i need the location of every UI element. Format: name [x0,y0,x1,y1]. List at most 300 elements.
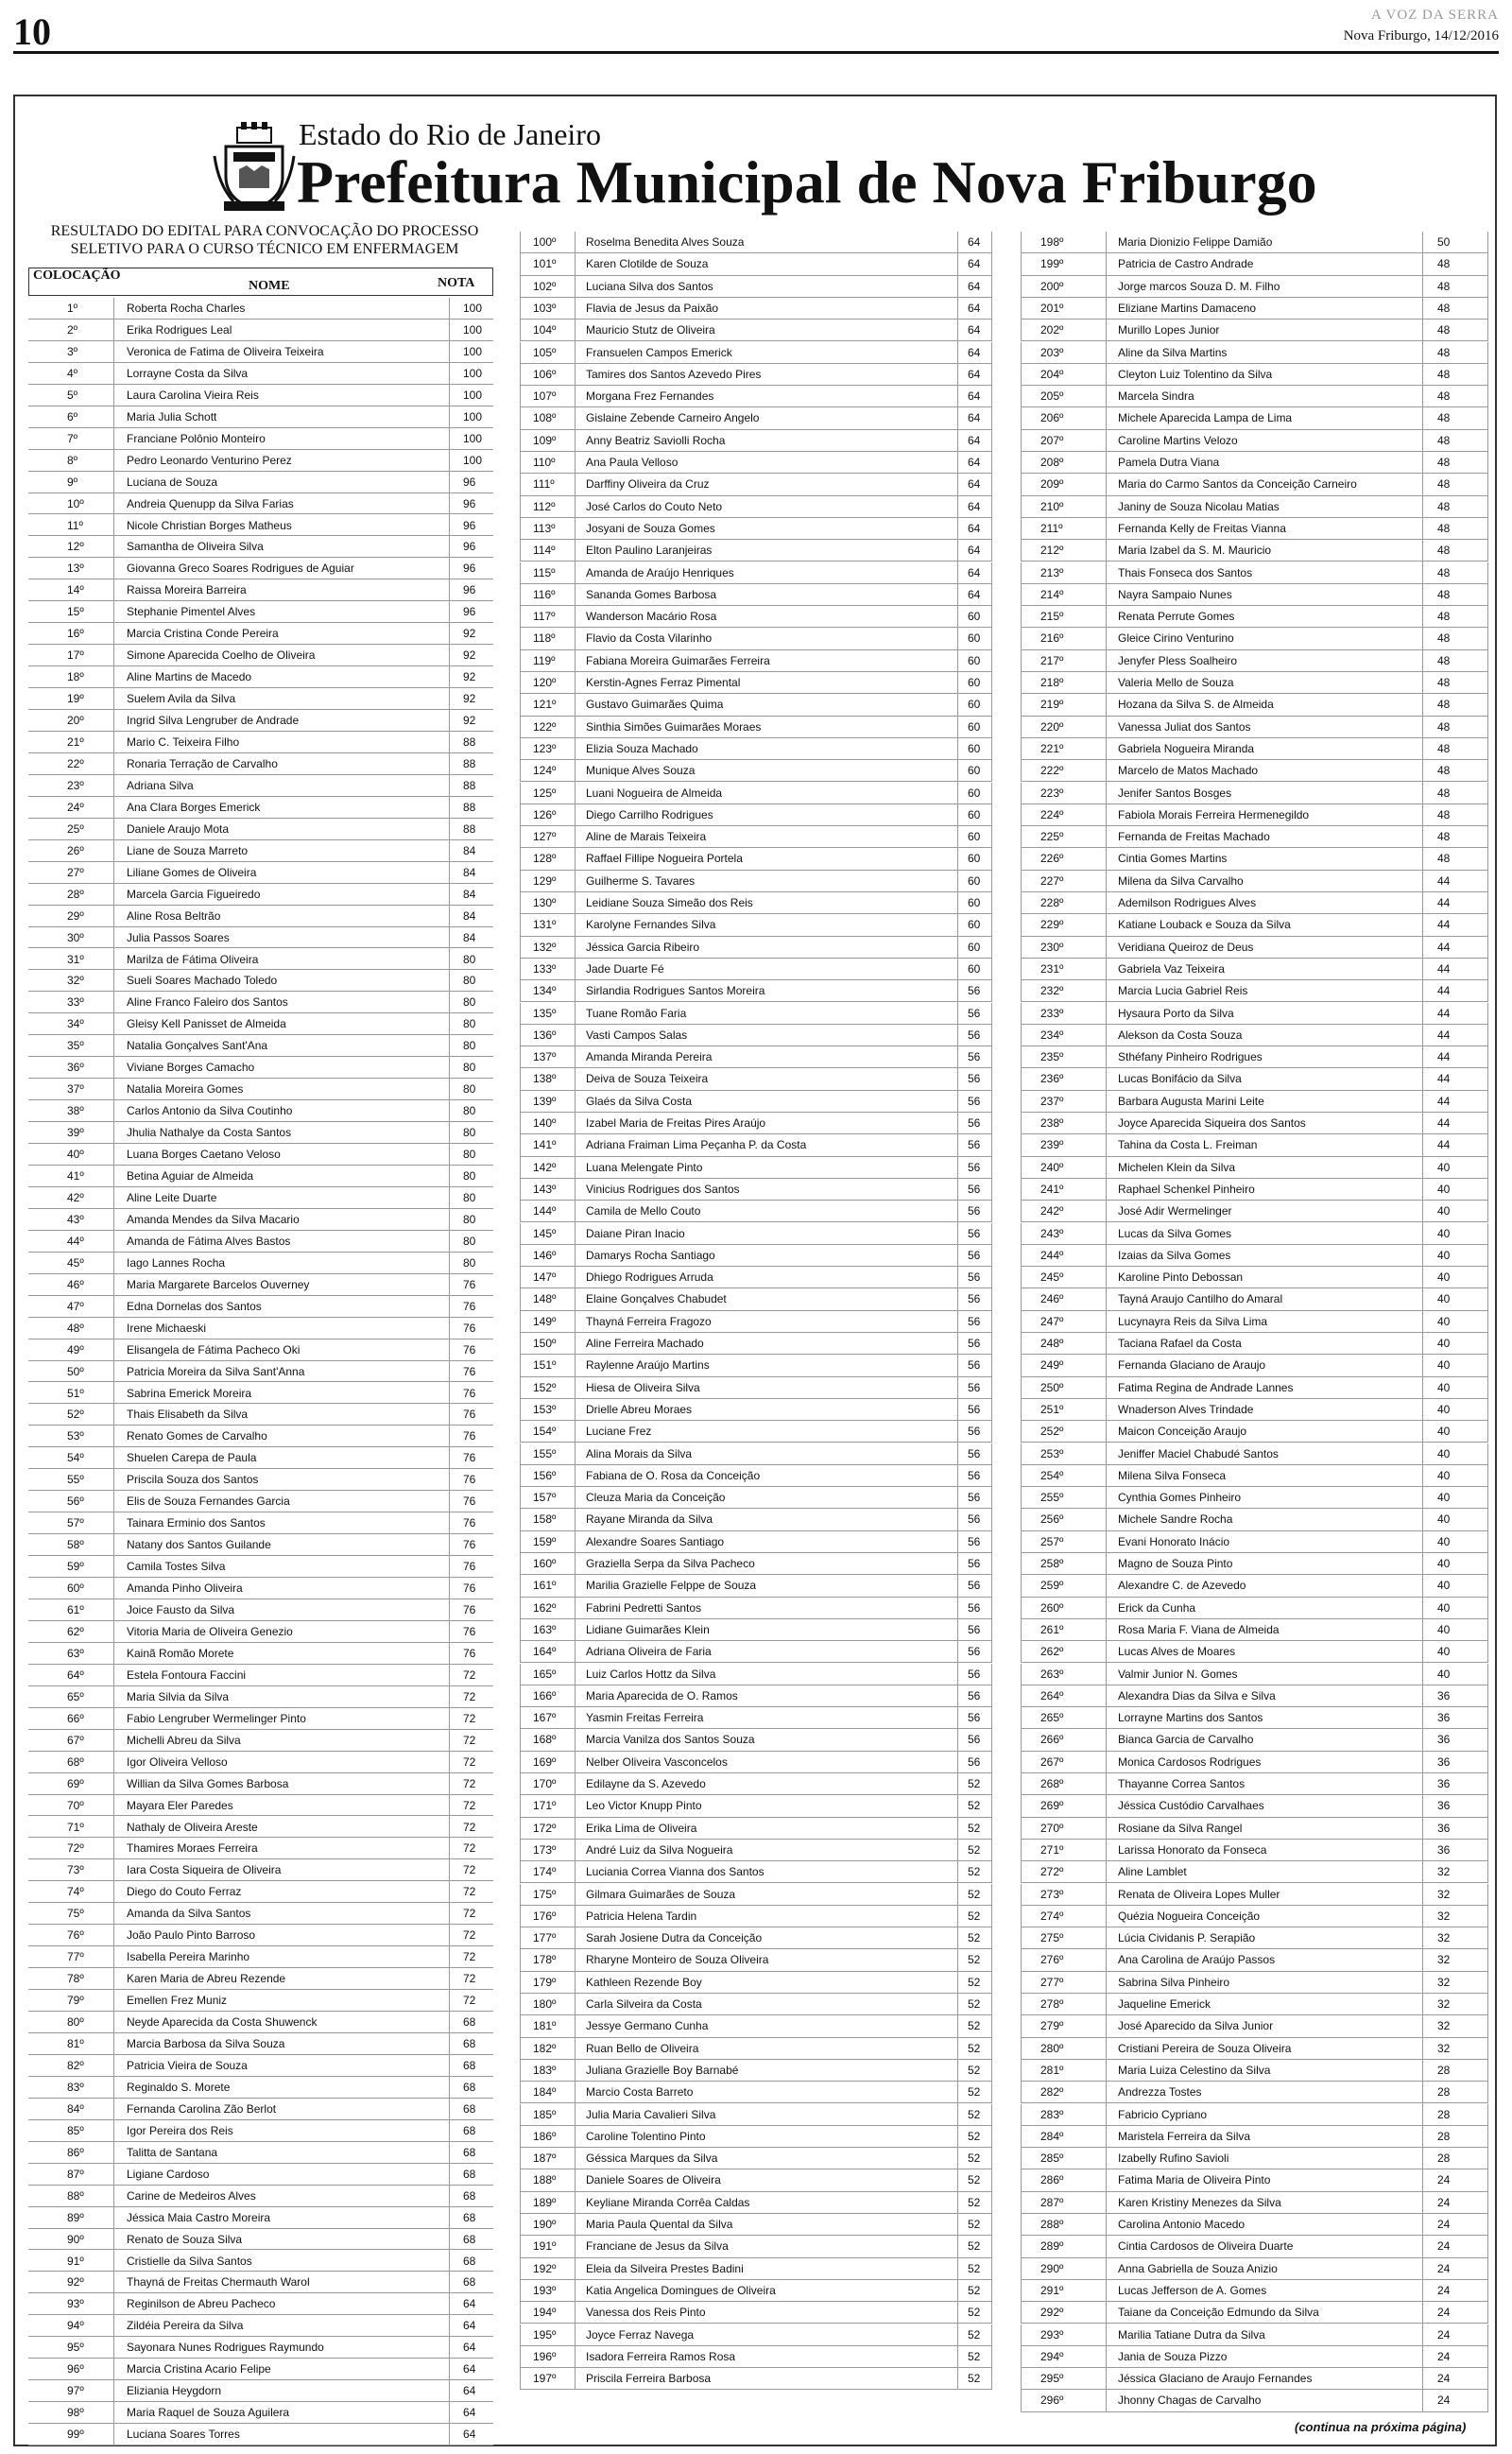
table-row [520,1223,992,1245]
table-row [520,1707,992,1729]
table-row [520,1795,992,1817]
score-cell: 76 [463,1560,476,1574]
rank-cell: 160º [533,1557,557,1570]
name-cell: Marcia Vanilza dos Santos Souza [586,1733,755,1747]
rank-cell: 266º [1040,1733,1064,1747]
table-row [28,2272,493,2293]
rank-cell: 116º [533,587,556,601]
rank-cell: 59º [67,1560,84,1574]
score-cell: 100 [463,302,483,315]
table-row [520,628,992,649]
name-cell: Jorge marcos Souza D. M. Filho [1118,279,1280,293]
table-row [28,1512,493,1534]
score-cell: 52 [968,1865,981,1879]
table-row [520,848,992,870]
table-row [520,2368,992,2390]
rank-cell: 255º [1040,1491,1064,1505]
name-cell: Estela Fontoura Faccini [127,1668,247,1682]
rank-cell: 82º [67,2058,84,2072]
score-cell: 48 [1437,565,1451,579]
rank-cell: 105º [533,345,557,359]
table-row [1021,1906,1488,1927]
name-cell: Thayanne Correa Santos [1118,1777,1246,1790]
score-cell: 68 [463,2058,476,2072]
rank-cell: 38º [67,1104,84,1118]
table-row [1021,937,1488,959]
name-cell: Veronica de Fatima de Oliveira Teixeira [127,344,324,358]
table-row [520,1288,992,1310]
table-row [28,1231,493,1253]
name-cell: Leo Victor Knupp Pinto [586,1799,702,1813]
name-cell: Edna Dornelas dos Santos [127,1299,262,1313]
rank-cell: 281º [1040,2063,1064,2077]
table-row [1021,1113,1488,1134]
score-cell: 100 [463,322,483,337]
table-row [520,2192,992,2214]
rank-cell: 4º [67,366,78,380]
rank-cell: 164º [533,1645,557,1659]
name-cell: Jéssica Custódio Carvalhaes [1118,1799,1264,1813]
table-row [1021,1664,1488,1685]
table-row [520,1840,992,1861]
table-row [28,1361,493,1383]
rank-cell: 62º [67,1624,84,1638]
rank-cell: 66º [67,1711,84,1725]
name-cell: Aline Franco Faleiro dos Santos [127,995,288,1010]
score-cell: 56 [968,1248,981,1262]
name-cell: Fabrini Pedretti Santos [586,1600,702,1615]
name-cell: Jhonny Chagas de Carvalho [1118,2394,1262,2408]
name-cell: Flavia de Jesus da Paixão [586,301,719,315]
score-cell: 60 [968,610,981,624]
score-cell: 40 [1437,1182,1451,1196]
table-row [1021,1927,1488,1949]
rank-cell: 155º [533,1446,557,1460]
score-cell: 64 [463,2319,476,2333]
rank-cell: 88º [67,2188,84,2203]
rank-cell: 237º [1040,1094,1064,1108]
rank-cell: 206º [1040,411,1064,425]
table-row [1021,1003,1488,1025]
score-cell: 80 [463,1148,476,1162]
rank-cell: 205º [1040,389,1064,404]
rank-cell: 83º [67,2080,84,2094]
name-cell: Carine de Medeiros Alves [127,2188,256,2203]
rank-cell: 192º [533,2261,557,2275]
rank-cell: 257º [1040,1534,1064,1548]
rank-cell: 249º [1040,1358,1064,1373]
score-cell: 96 [463,583,476,597]
name-cell: Julia Maria Cavalieri Silva [586,2107,716,2121]
name-cell: Diego do Couto Ferraz [127,1885,242,1899]
column-divider [1422,232,1423,2412]
score-cell: 32 [1437,2019,1451,2033]
rank-cell: 117º [533,610,556,624]
table-row [520,1355,992,1376]
score-cell: 52 [968,2283,981,2297]
table-row [28,1187,493,1209]
table-row [520,386,992,407]
table-row [520,717,992,738]
name-cell: Giovanna Greco Soares Rodrigues de Aguiar [127,562,354,576]
rank-cell: 6º [67,409,78,423]
score-cell: 36 [1437,1799,1451,1813]
score-cell: 56 [968,1711,981,1725]
score-cell: 84 [463,843,476,857]
table-row [28,732,493,753]
table-row [28,558,493,579]
rank-cell: 139º [533,1094,557,1108]
score-cell: 52 [968,1821,981,1835]
table-row [28,906,493,927]
table-row [1021,783,1488,804]
score-cell: 36 [1437,1733,1451,1747]
score-cell: 32 [1437,1865,1451,1879]
name-cell: Vasti Campos Salas [586,1028,688,1042]
name-cell: Elis de Souza Fernandes Garcia [127,1495,290,1509]
rank-cell: 128º [533,852,557,866]
score-cell: 56 [968,1425,981,1439]
rank-cell: 161º [533,1579,557,1593]
rank-cell: 3º [67,344,78,358]
table-row [1021,672,1488,694]
table-row [1021,2324,1488,2346]
table-row [1021,342,1488,364]
rank-cell: 263º [1040,1667,1064,1681]
table-row [520,298,992,320]
name-cell: Amanda Mendes da Silva Macario [127,1212,300,1226]
score-cell: 36 [1437,1688,1451,1702]
name-cell: Kathleen Rezende Boy [586,1975,702,1989]
score-cell: 56 [968,1028,981,1042]
table-row [28,341,493,363]
table-row [28,1730,493,1752]
name-cell: Géssica Marques da Silva [586,2152,718,2166]
table-row [28,601,493,623]
score-cell: 76 [463,1364,476,1378]
score-cell: 32 [1437,1975,1451,1989]
table-row [1021,2169,1488,2191]
rank-cell: 196º [533,2349,557,2363]
table-row [1021,2390,1488,2411]
score-cell: 72 [463,1994,476,2008]
score-cell: 68 [463,2145,476,2159]
rank-cell: 156º [533,1468,557,1482]
score-cell: 44 [1437,1138,1451,1152]
name-cell: Igor Oliveira Velloso [127,1754,228,1769]
rank-cell: 39º [67,1126,84,1140]
rank-cell: 199º [1040,257,1064,271]
score-cell: 64 [968,477,981,492]
score-cell: 28 [1437,2085,1451,2100]
table-row [28,666,493,688]
score-cell: 40 [1437,1314,1451,1328]
name-cell: Patricia de Castro Andrade [1118,257,1254,271]
rank-cell: 219º [1040,698,1064,712]
rank-cell: 173º [533,1842,557,1857]
rank-cell: 72º [67,1841,84,1856]
rank-cell: 48º [67,1321,84,1335]
table-row [28,1122,493,1144]
table-row [520,738,992,760]
name-cell: Vinicius Rodrigues dos Santos [586,1182,740,1196]
name-cell: Vitoria Maria de Oliveira Genezio [127,1624,293,1638]
name-cell: Monica Cardosos Rodrigues [1118,1754,1262,1769]
score-cell: 24 [1437,2306,1451,2320]
name-cell: Sananda Gomes Barbosa [586,587,717,601]
name-cell: Munique Alves Souza [586,764,696,778]
rank-cell: 141º [533,1138,557,1152]
rank-cell: 8º [67,453,78,467]
score-cell: 40 [1437,1579,1451,1593]
score-cell: 60 [968,807,981,821]
table-row [520,2038,992,2060]
name-cell: Larissa Honorato da Fonseca [1118,1842,1267,1857]
score-cell: 88 [463,800,476,814]
rank-cell: 215º [1040,610,1064,624]
table-row [520,452,992,474]
score-cell: 56 [968,1050,981,1064]
rank-cell: 274º [1040,1909,1064,1923]
table-row [28,1599,493,1621]
table-row [1021,1465,1488,1487]
score-cell: 72 [463,1820,476,1834]
name-cell: Renata de Oliveira Lopes Muller [1118,1887,1280,1901]
score-cell: 64 [968,565,981,579]
rank-cell: 90º [67,2232,84,2246]
table-row [520,1619,992,1641]
table-row [520,1861,992,1883]
table-row [520,1598,992,1619]
name-cell: Andrezza Tostes [1118,2085,1202,2100]
table-row [1021,1685,1488,1707]
table-row [28,2120,493,2142]
score-cell: 52 [968,1777,981,1790]
name-cell: Priscila Souza dos Santos [127,1473,259,1487]
table-row [28,1013,493,1035]
name-cell: Isadora Ferreira Ramos Rosa [586,2349,736,2363]
score-cell: 68 [463,2232,476,2246]
table-row [520,1245,992,1267]
table-row [28,406,493,428]
name-cell: Maria Luiza Celestino da Silva [1118,2063,1271,2077]
table-row [28,1274,493,1296]
name-cell: Fernanda de Freitas Machado [1118,830,1270,844]
name-cell: Rosa Maria F. Viana de Almeida [1118,1622,1280,1636]
score-cell: 76 [463,1495,476,1509]
table-row [1021,1861,1488,1883]
score-cell: 68 [463,2167,476,2181]
table-row [28,840,493,862]
name-cell: Maria Julia Schott [127,409,217,423]
name-cell: Amanda de Araújo Henriques [586,565,734,579]
rank-cell: 194º [533,2306,557,2320]
name-cell: Kainã Romão Morete [127,1646,234,1660]
name-cell: Marcia Barbosa da Silva Souza [127,2037,285,2050]
score-cell: 60 [968,741,981,755]
rank-cell: 9º [67,475,78,489]
score-cell: 52 [968,2085,981,2100]
table-row [1021,1509,1488,1530]
rank-cell: 188º [533,2173,557,2187]
table-row [28,927,493,949]
name-cell: Renata Perrute Gomes [1118,610,1235,624]
score-cell: 56 [968,1380,981,1394]
score-cell: 88 [463,821,476,836]
score-cell: 92 [463,714,476,728]
name-cell: Izabelly Rufino Savioli [1118,2152,1229,2166]
rank-cell: 14º [67,583,84,597]
score-cell: 52 [968,1887,981,1901]
table-row [28,2293,493,2315]
name-cell: Hysaura Porto da Silva [1118,1006,1234,1020]
score-cell: 48 [1437,301,1451,315]
table-row [520,1818,992,1840]
rank-cell: 214º [1040,587,1064,601]
result-title-line2: SELETIVO PARA O CURSO TÉCNICO EM ENFERMAGEM [70,241,459,257]
score-cell: 92 [463,627,476,641]
name-cell: Maria Margarete Barcelos Ouverney [127,1277,310,1291]
score-cell: 44 [1437,873,1451,888]
name-cell: Eliziania Heygdorn [127,2384,222,2398]
table-row [28,1990,493,2012]
table-row [28,1903,493,1925]
rank-cell: 127º [533,830,557,844]
score-cell: 60 [968,786,981,800]
score-cell: 40 [1437,1204,1451,1218]
name-cell: Adriana Silva [127,778,194,792]
score-cell: 76 [463,1646,476,1660]
name-cell: Vanessa dos Reis Pinto [586,2306,706,2320]
rank-cell: 244º [1040,1248,1064,1262]
score-cell: 44 [1437,1116,1451,1130]
name-cell: Ana Carolina de Araújo Passos [1118,1953,1276,1967]
score-cell: 52 [968,1953,981,1967]
name-cell: Graziella Serpa da Silva Pacheco [586,1557,755,1570]
table-row [520,694,992,716]
table-row [520,1333,992,1355]
name-cell: Maria Silvia da Silva [127,1689,230,1703]
rank-cell: 270º [1040,1821,1064,1835]
table-row [28,623,493,645]
name-cell: Katiane Louback e Souza da Silva [1118,918,1291,932]
name-cell: Izabel Maria de Freitas Pires Araújo [586,1116,766,1130]
rank-cell: 69º [67,1776,84,1790]
score-cell: 44 [1437,961,1451,976]
name-cell: Luana Borges Caetano Veloso [127,1148,281,1162]
table-row [1021,1884,1488,1906]
name-cell: Raphael Schenkel Pinheiro [1118,1182,1255,1196]
table-row [28,2424,493,2445]
table-row [28,1447,493,1469]
rank-cell: 245º [1040,1270,1064,1285]
rank-cell: 187º [533,2152,557,2166]
table-row [1021,1377,1488,1399]
name-cell: Veridiana Queiroz de Deus [1118,940,1254,954]
score-cell: 28 [1437,2063,1451,2077]
score-cell: 40 [1437,1292,1451,1306]
name-cell: Ligiane Cardoso [127,2167,210,2181]
rank-cell: 289º [1040,2239,1064,2254]
rank-cell: 37º [67,1082,84,1097]
name-cell: Alekson da Costa Souza [1118,1028,1243,1042]
table-row [520,1179,992,1201]
name-cell: Maria Dionizio Felippe Damião [1118,235,1273,249]
score-cell: 56 [968,984,981,998]
name-cell: Jeniffer Maciel Chabudé Santos [1118,1446,1279,1460]
table-row [1021,717,1488,738]
score-cell: 76 [463,1277,476,1291]
table-row [1021,253,1488,275]
rank-cell: 50º [67,1364,84,1378]
rank-cell: 284º [1040,2129,1064,2143]
rank-cell: 286º [1040,2173,1064,2187]
name-cell: José Carlos do Couto Neto [586,499,723,513]
rank-cell: 133º [533,961,557,976]
table-row [28,1578,493,1599]
table-row [28,515,493,537]
name-cell: Caroline Martins Velozo [1118,433,1238,447]
name-cell: Morgana Frez Fernandes [586,389,714,404]
name-cell: Sirlandia Rodrigues Santos Moreira [586,984,765,998]
score-cell: 72 [463,1754,476,1769]
rank-cell: 278º [1040,1997,1064,2011]
table-row [1021,540,1488,562]
table-row [28,1817,493,1839]
name-cell: Thamires Moraes Ferreira [127,1841,258,1856]
table-row [1021,1575,1488,1597]
rank-cell: 157º [533,1491,557,1505]
rank-cell: 125º [533,786,557,800]
score-cell: 40 [1437,1380,1451,1394]
score-cell: 44 [1437,1028,1451,1042]
rank-cell: 252º [1040,1425,1064,1439]
rank-cell: 28º [67,887,84,901]
score-cell: 76 [463,1321,476,1335]
score-cell: 76 [463,1603,476,1616]
rank-cell: 101º [533,257,557,271]
score-cell: 88 [463,756,476,770]
score-cell: 60 [968,896,981,909]
table-row [520,650,992,672]
rank-cell: 5º [67,388,78,402]
rank-cell: 148º [533,1292,557,1306]
newspaper-name: A VOZ DA SERRA [1371,8,1499,23]
score-cell: 56 [968,1337,981,1350]
rank-cell: 64º [67,1668,84,1682]
name-cell: Lúcia Cividanis P. Serapião [1118,1931,1256,1945]
name-cell: Glaés da Silva Costa [586,1094,693,1108]
name-cell: Raffael Fillipe Nogueira Portela [586,852,743,866]
score-cell: 48 [1437,741,1451,755]
score-cell: 60 [968,719,981,734]
score-cell: 84 [463,908,476,923]
rank-cell: 220º [1040,719,1064,734]
rank-cell: 99º [67,2428,84,2442]
name-cell: Gleisy Kell Panisset de Almeida [127,1017,286,1031]
name-cell: Cynthia Gomes Pinheiro [1118,1491,1242,1505]
score-cell: 52 [968,2019,981,2033]
rank-cell: 121º [533,698,557,712]
score-cell: 56 [968,1512,981,1527]
score-cell: 60 [968,918,981,932]
score-cell: 28 [1437,2107,1451,2121]
table-row [1021,562,1488,584]
name-cell: Roselma Benedita Alves Souza [586,235,745,249]
rank-cell: 1º [67,302,78,315]
rank-cell: 154º [533,1425,557,1439]
name-cell: Lucynayra Reis da Silva Lima [1118,1314,1268,1328]
